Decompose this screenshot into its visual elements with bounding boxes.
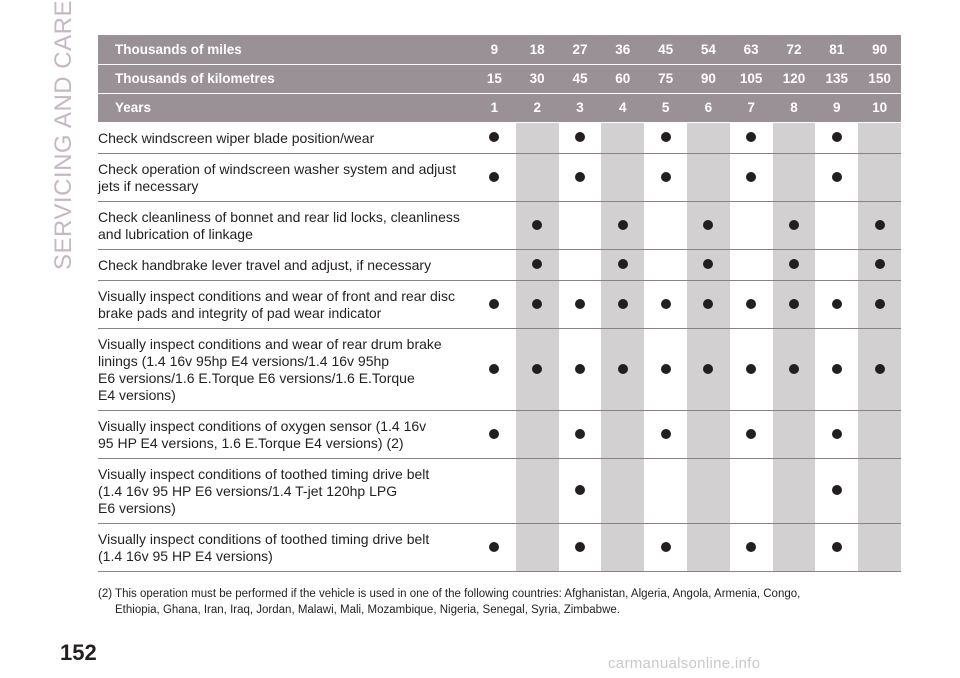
header-value: 150 xyxy=(858,64,901,93)
task-line: Visually inspect conditions of oxygen sensor (1.4 16v xyxy=(98,417,427,434)
bullet-icon xyxy=(661,299,671,309)
bullet-icon xyxy=(832,429,842,439)
bullet-icon xyxy=(746,132,756,142)
interval-cell xyxy=(516,249,559,280)
watermark: carmanualsonline.info xyxy=(608,655,761,672)
task-description xyxy=(98,410,473,458)
footnote-line-2: Ethiopia, Ghana, Iran, Iraq, Jordan, Malawi, Mali, Mozambique, Nigeria, Senegal, Syria, Zimbabwe. xyxy=(115,604,620,616)
header-value: 60 xyxy=(601,64,644,93)
task-line: Visually inspect conditions and wear of front and rear disc xyxy=(98,287,455,304)
interval-cell xyxy=(601,201,644,249)
interval-cell xyxy=(773,122,816,153)
task-line: 95 HP E4 versions, 1.6 E.Torque E4 versions) (2) xyxy=(98,434,404,451)
interval-cell xyxy=(773,201,816,249)
bullet-icon xyxy=(575,172,585,182)
interval-cell xyxy=(516,328,559,410)
interval-cell xyxy=(815,523,858,571)
bullet-icon xyxy=(661,542,671,552)
interval-cell xyxy=(858,523,901,571)
header-value: 9 xyxy=(815,93,858,122)
table-row xyxy=(98,249,901,280)
bullet-icon xyxy=(746,429,756,439)
interval-cell xyxy=(687,249,730,280)
interval-cell xyxy=(644,523,687,571)
task-line: jets if necessary xyxy=(98,177,199,194)
header-value: 135 xyxy=(815,64,858,93)
table-row xyxy=(98,153,901,201)
bullet-icon xyxy=(789,299,799,309)
bullet-icon xyxy=(661,364,671,374)
header-value: 54 xyxy=(687,35,730,64)
interval-cell xyxy=(773,458,816,523)
interval-cell xyxy=(516,280,559,328)
bullet-icon xyxy=(746,172,756,182)
interval-cell xyxy=(644,328,687,410)
table-body xyxy=(98,122,901,571)
interval-cell xyxy=(601,122,644,153)
interval-cell xyxy=(773,410,816,458)
interval-cell xyxy=(601,249,644,280)
interval-cell xyxy=(858,201,901,249)
header-value: 8 xyxy=(773,93,816,122)
bullet-icon xyxy=(703,364,713,374)
interval-cell xyxy=(601,523,644,571)
interval-cell xyxy=(858,122,901,153)
header-value: 30 xyxy=(516,64,559,93)
task-description xyxy=(98,280,473,328)
interval-cell xyxy=(687,122,730,153)
interval-cell xyxy=(644,122,687,153)
interval-cell xyxy=(473,410,516,458)
interval-cell xyxy=(644,201,687,249)
header-value: 27 xyxy=(559,35,602,64)
interval-cell xyxy=(559,328,602,410)
header-value: 75 xyxy=(644,64,687,93)
interval-cell xyxy=(601,410,644,458)
header-value: 63 xyxy=(730,35,773,64)
bullet-icon xyxy=(832,299,842,309)
task-line: Check cleanliness of bonnet and rear lid locks, cleanliness xyxy=(98,208,460,225)
table-row xyxy=(98,458,901,523)
task-description xyxy=(98,458,473,523)
interval-cell xyxy=(730,153,773,201)
task-line: linings (1.4 16v 95hp E4 versions/1.4 16v 95hp xyxy=(98,352,390,369)
header-label: Thousands of kilometres xyxy=(98,64,473,93)
bullet-icon xyxy=(832,172,842,182)
task-description xyxy=(98,523,473,571)
bullet-icon xyxy=(532,364,542,374)
interval-cell xyxy=(730,122,773,153)
bullet-icon xyxy=(575,299,585,309)
header-value: 4 xyxy=(601,93,644,122)
interval-cell xyxy=(644,249,687,280)
table-row xyxy=(98,280,901,328)
header-value: 90 xyxy=(687,64,730,93)
interval-cell xyxy=(687,153,730,201)
bullet-icon xyxy=(532,220,542,230)
bullet-icon xyxy=(661,429,671,439)
interval-cell xyxy=(644,280,687,328)
header-value: 120 xyxy=(773,64,816,93)
interval-cell xyxy=(601,153,644,201)
interval-cell xyxy=(730,458,773,523)
section-title: SERVICING AND CARE xyxy=(50,0,77,270)
interval-cell xyxy=(773,523,816,571)
bullet-icon xyxy=(875,299,885,309)
task-line: Visually inspect conditions of toothed timing drive belt xyxy=(98,465,430,482)
bullet-icon xyxy=(832,364,842,374)
interval-cell xyxy=(858,458,901,523)
header-label: Years xyxy=(98,93,473,122)
task-description xyxy=(98,249,473,280)
bullet-icon xyxy=(703,259,713,269)
interval-cell xyxy=(559,523,602,571)
interval-cell xyxy=(559,249,602,280)
interval-cell xyxy=(858,280,901,328)
bullet-icon xyxy=(832,132,842,142)
bullet-icon xyxy=(489,429,499,439)
task-line: Visually inspect conditions of toothed timing drive belt xyxy=(98,530,430,547)
interval-cell xyxy=(815,410,858,458)
interval-cell xyxy=(773,280,816,328)
interval-cell xyxy=(858,153,901,201)
bullet-icon xyxy=(746,542,756,552)
task-description xyxy=(98,201,473,249)
task-line: Check operation of windscreen washer system and adjust xyxy=(98,160,456,177)
interval-cell xyxy=(730,523,773,571)
bullet-icon xyxy=(832,485,842,495)
interval-cell xyxy=(516,153,559,201)
header-value: 6 xyxy=(687,93,730,122)
interval-cell xyxy=(815,328,858,410)
interval-cell xyxy=(473,523,516,571)
interval-cell xyxy=(815,153,858,201)
task-line: Check windscreen wiper blade position/wear xyxy=(98,129,375,146)
interval-cell xyxy=(559,201,602,249)
table-row xyxy=(98,410,901,458)
bullet-icon xyxy=(789,364,799,374)
interval-cell xyxy=(473,249,516,280)
task-line: and lubrication of linkage xyxy=(98,225,253,242)
interval-cell xyxy=(516,201,559,249)
interval-cell xyxy=(687,458,730,523)
task-line: brake pads and integrity of pad wear indicator xyxy=(98,304,382,321)
interval-cell xyxy=(730,410,773,458)
interval-cell xyxy=(730,249,773,280)
bullet-icon xyxy=(575,132,585,142)
interval-cell xyxy=(858,328,901,410)
interval-cell xyxy=(815,280,858,328)
bullet-icon xyxy=(489,299,499,309)
header-value: 15 xyxy=(473,64,516,93)
task-line: (1.4 16v 95 HP E4 versions) xyxy=(98,547,273,564)
bullet-icon xyxy=(703,299,713,309)
header-value: 10 xyxy=(858,93,901,122)
header-row xyxy=(98,64,901,93)
header-value: 1 xyxy=(473,93,516,122)
interval-cell xyxy=(601,328,644,410)
bullet-icon xyxy=(618,364,628,374)
bullet-icon xyxy=(661,172,671,182)
table-row xyxy=(98,523,901,571)
interval-cell xyxy=(559,153,602,201)
interval-cell xyxy=(644,458,687,523)
interval-cell xyxy=(559,410,602,458)
bullet-icon xyxy=(489,172,499,182)
bullet-icon xyxy=(575,429,585,439)
bullet-icon xyxy=(532,299,542,309)
interval-cell xyxy=(773,249,816,280)
interval-cell xyxy=(473,122,516,153)
interval-cell xyxy=(473,280,516,328)
bullet-icon xyxy=(703,220,713,230)
bullet-icon xyxy=(789,259,799,269)
interval-cell xyxy=(730,201,773,249)
interval-cell xyxy=(815,458,858,523)
interval-cell xyxy=(687,280,730,328)
bullet-icon xyxy=(789,220,799,230)
bullet-icon xyxy=(575,485,585,495)
interval-cell xyxy=(559,458,602,523)
interval-cell xyxy=(687,201,730,249)
interval-cell xyxy=(559,122,602,153)
bullet-icon xyxy=(575,542,585,552)
bullet-icon xyxy=(489,364,499,374)
footnote-line-1: (2) This operation must be performed if the vehicle is used in one of the following countries: Afghanistan, Algeria, Angola, Armenia, Congo, xyxy=(98,588,801,600)
task-description xyxy=(98,328,473,410)
header-value: 9 xyxy=(473,35,516,64)
task-line: Visually inspect conditions and wear of rear drum brake xyxy=(98,335,442,352)
interval-cell xyxy=(730,328,773,410)
service-schedule-table xyxy=(98,35,901,572)
interval-cell xyxy=(858,410,901,458)
bullet-icon xyxy=(575,364,585,374)
interval-cell xyxy=(516,122,559,153)
interval-cell xyxy=(516,410,559,458)
header-value: 2 xyxy=(516,93,559,122)
interval-cell xyxy=(601,280,644,328)
bullet-icon xyxy=(618,299,628,309)
interval-cell xyxy=(473,458,516,523)
bullet-icon xyxy=(618,220,628,230)
page-number: 152 xyxy=(60,640,97,665)
interval-cell xyxy=(473,201,516,249)
header-value: 36 xyxy=(601,35,644,64)
bullet-icon xyxy=(875,220,885,230)
task-line: E6 versions) xyxy=(98,499,176,516)
header-value: 45 xyxy=(559,64,602,93)
task-description xyxy=(98,153,473,201)
interval-cell xyxy=(601,458,644,523)
interval-cell xyxy=(730,280,773,328)
task-line: Check handbrake lever travel and adjust, if necessary xyxy=(98,256,432,273)
task-line: (1.4 16v 95 HP E6 versions/1.4 T-jet 120hp LPG xyxy=(98,482,398,499)
table-header xyxy=(98,35,901,122)
interval-cell xyxy=(815,201,858,249)
bullet-icon xyxy=(832,542,842,552)
footnote xyxy=(98,586,898,618)
interval-cell xyxy=(473,328,516,410)
bullet-icon xyxy=(618,259,628,269)
table-row xyxy=(98,328,901,410)
bullet-icon xyxy=(746,364,756,374)
header-value: 5 xyxy=(644,93,687,122)
interval-cell xyxy=(516,458,559,523)
header-value: 81 xyxy=(815,35,858,64)
interval-cell xyxy=(858,249,901,280)
bullet-icon xyxy=(489,542,499,552)
header-row xyxy=(98,93,901,122)
bullet-icon xyxy=(532,259,542,269)
header-value: 18 xyxy=(516,35,559,64)
header-value: 7 xyxy=(730,93,773,122)
interval-cell xyxy=(687,523,730,571)
header-row xyxy=(98,35,901,64)
header-value: 45 xyxy=(644,35,687,64)
header-value: 72 xyxy=(773,35,816,64)
interval-cell xyxy=(773,153,816,201)
header-label: Thousands of miles xyxy=(98,35,473,64)
table-row xyxy=(98,122,901,153)
interval-cell xyxy=(516,523,559,571)
task-line: E6 versions/1.6 E.Torque E6 versions/1.6 E.Torque xyxy=(98,369,415,386)
interval-cell xyxy=(644,410,687,458)
bullet-icon xyxy=(746,299,756,309)
bullet-icon xyxy=(875,259,885,269)
interval-cell xyxy=(815,249,858,280)
interval-cell xyxy=(687,328,730,410)
interval-cell xyxy=(644,153,687,201)
bullet-icon xyxy=(875,364,885,374)
interval-cell xyxy=(815,122,858,153)
bullet-icon xyxy=(489,132,499,142)
interval-cell xyxy=(473,153,516,201)
header-value: 3 xyxy=(559,93,602,122)
table-row xyxy=(98,201,901,249)
interval-cell xyxy=(773,328,816,410)
interval-cell xyxy=(687,410,730,458)
task-line: E4 versions) xyxy=(98,386,176,403)
bullet-icon xyxy=(661,132,671,142)
interval-cell xyxy=(559,280,602,328)
header-value: 105 xyxy=(730,64,773,93)
task-description xyxy=(98,122,473,153)
header-value: 90 xyxy=(858,35,901,64)
